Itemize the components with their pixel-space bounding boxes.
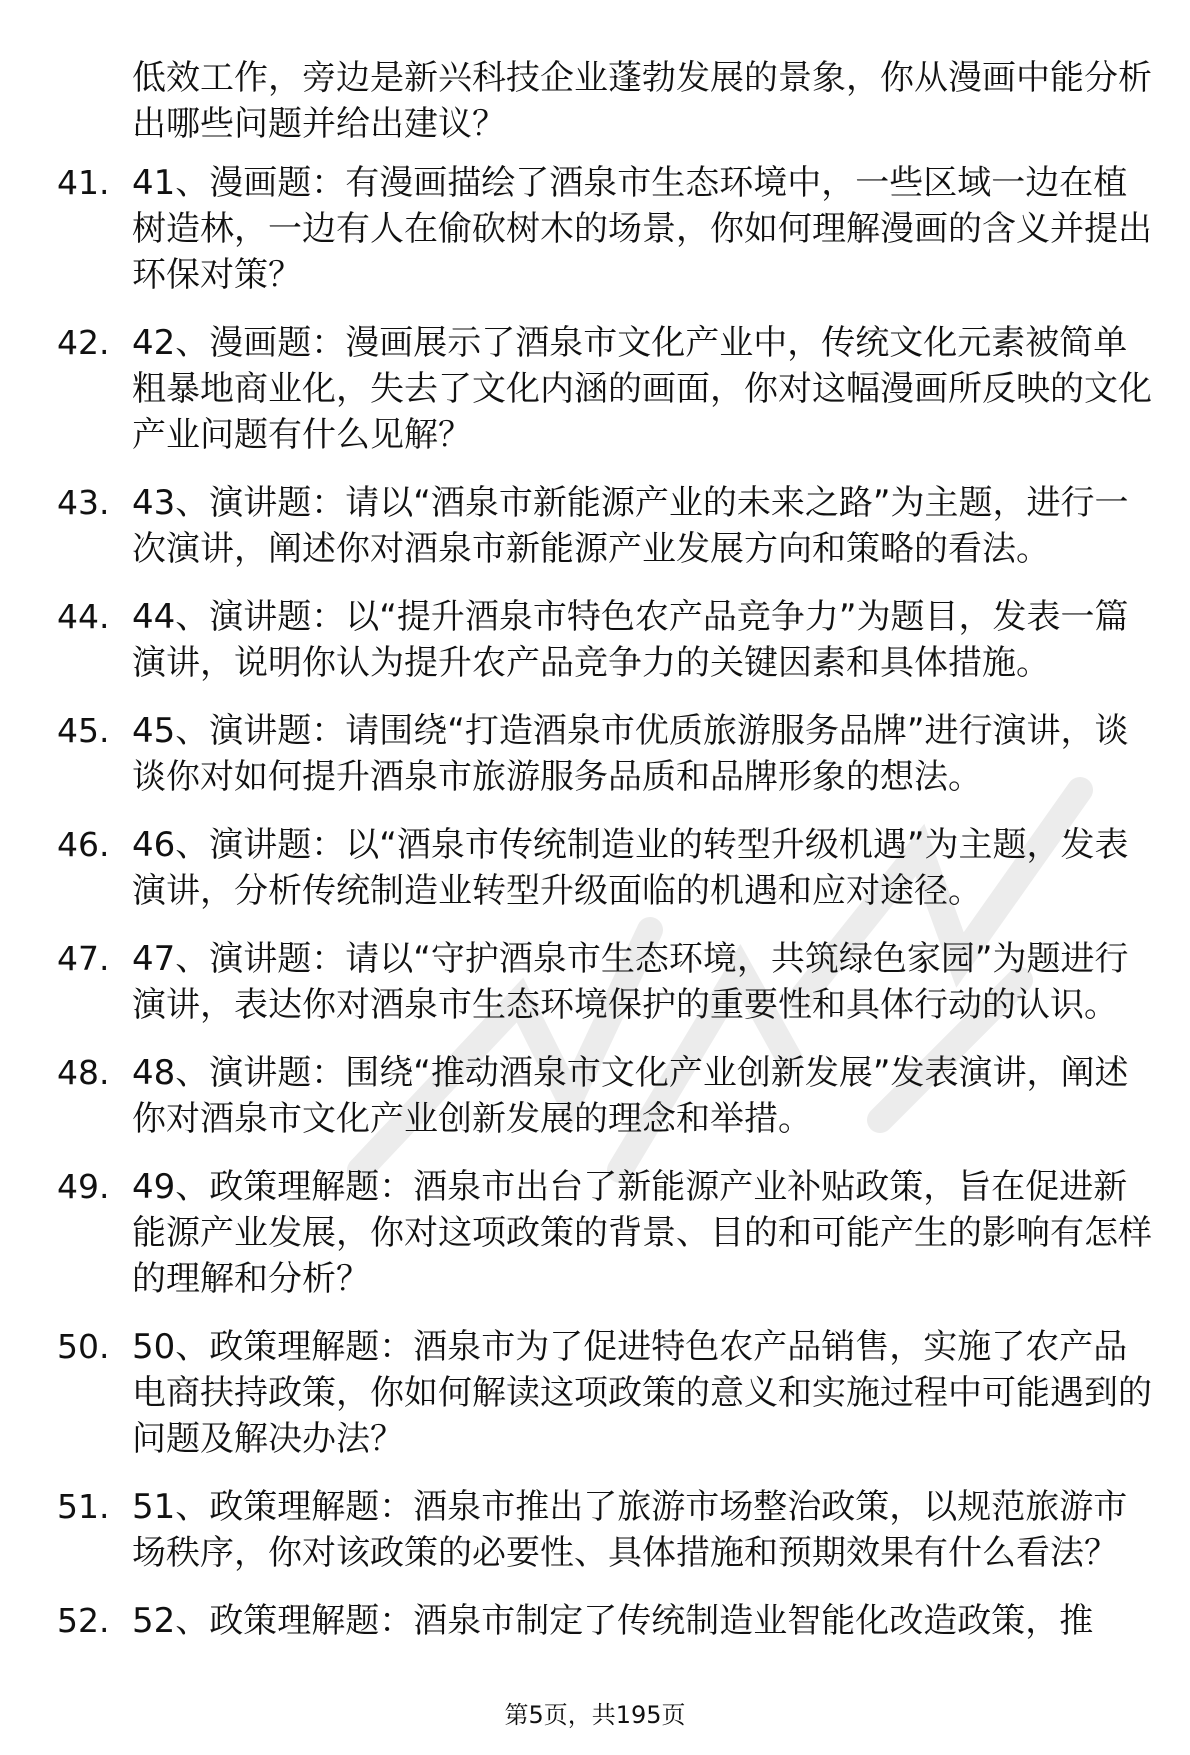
question-number: 41. — [57, 163, 110, 202]
question-text: 45、演讲题：请围绕“打造酒泉市优质旅游服务品牌”进行演讲，谈谈你对如何提升酒泉市旅游服务品质和品牌形象的想法。 — [132, 711, 1129, 797]
question-number: 44. — [57, 597, 110, 636]
question-item — [0, 822, 1190, 914]
question-text: 42、漫画题：漫画展示了酒泉市文化产业中，传统文化元素被简单粗暴地商业化，失去了文化内涵的画面，你对这幅漫画所反映的文化产业问题有什么见解？ — [132, 323, 1152, 455]
question-number: 52. — [57, 1601, 110, 1640]
question-item — [0, 1598, 1190, 1644]
question-item — [0, 1164, 1190, 1302]
question-item — [0, 936, 1190, 1028]
question-item — [0, 1050, 1190, 1142]
question-number: 51. — [57, 1487, 110, 1526]
question-number: 47. — [57, 939, 110, 978]
question-text: 44、演讲题：以“提升酒泉市特色农产品竞争力”为题目，发表一篇演讲，说明你认为提升农产品竞争力的关键因素和具体措施。 — [132, 597, 1129, 683]
continuation-text: 低效工作，旁边是新兴科技企业蓬勃发展的景象，你从漫画中能分析出哪些问题并给出建议？ — [132, 58, 1152, 144]
question-text: 46、演讲题：以“酒泉市传统制造业的转型升级机遇”为主题，发表演讲，分析传统制造业转型升级面临的机遇和应对途径。 — [132, 825, 1129, 911]
page-footer: 第5页，共195页 — [504, 1701, 686, 1729]
question-text: 41、漫画题：有漫画描绘了酒泉市生态环境中，一些区域一边在植树造林，一边有人在偷砍树木的场景，你如何理解漫画的含义并提出环保对策？ — [132, 163, 1152, 295]
question-number: 43. — [57, 483, 110, 522]
question-number: 48. — [57, 1053, 110, 1092]
question-item — [0, 480, 1190, 572]
question-text: 47、演讲题：请以“守护酒泉市生态环境，共筑绿色家园”为题进行演讲，表达你对酒泉市生态环境保护的重要性和具体行动的认识。 — [132, 939, 1129, 1025]
question-text: 52、政策理解题：酒泉市制定了传统制造业智能化改造政策，推 — [132, 1601, 1094, 1641]
question-item — [0, 594, 1190, 686]
question-item — [0, 160, 1190, 298]
question-number: 50. — [57, 1327, 110, 1366]
question-text: 43、演讲题：请以“酒泉市新能源产业的未来之路”为主题，进行一次演讲，阐述你对酒泉市新能源产业发展方向和策略的看法。 — [132, 483, 1129, 569]
question-number: 46. — [57, 825, 110, 864]
question-item — [0, 320, 1190, 458]
question-text: 51、政策理解题：酒泉市推出了旅游市场整治政策，以规范旅游市场秩序，你对该政策的必要性、具体措施和预期效果有什么看法？ — [132, 1487, 1128, 1573]
question-number: 49. — [57, 1167, 110, 1206]
question-item — [0, 1484, 1190, 1576]
question-number: 45. — [57, 711, 110, 750]
question-text: 48、演讲题：围绕“推动酒泉市文化产业创新发展”发表演讲，阐述你对酒泉市文化产业创新发展的理念和举措。 — [132, 1053, 1129, 1139]
question-text: 49、政策理解题：酒泉市出台了新能源产业补贴政策，旨在促进新能源产业发展，你对这项政策的背景、目的和可能产生的影响有怎样的理解和分析？ — [132, 1167, 1152, 1299]
question-number: 42. — [57, 323, 110, 362]
question-list — [0, 160, 1190, 1666]
question-item — [0, 1324, 1190, 1462]
question-text: 50、政策理解题：酒泉市为了促进特色农产品销售，实施了农产品电商扶持政策，你如何解读这项政策的意义和实施过程中可能遇到的问题及解决办法？ — [132, 1327, 1152, 1459]
question-item — [0, 708, 1190, 800]
